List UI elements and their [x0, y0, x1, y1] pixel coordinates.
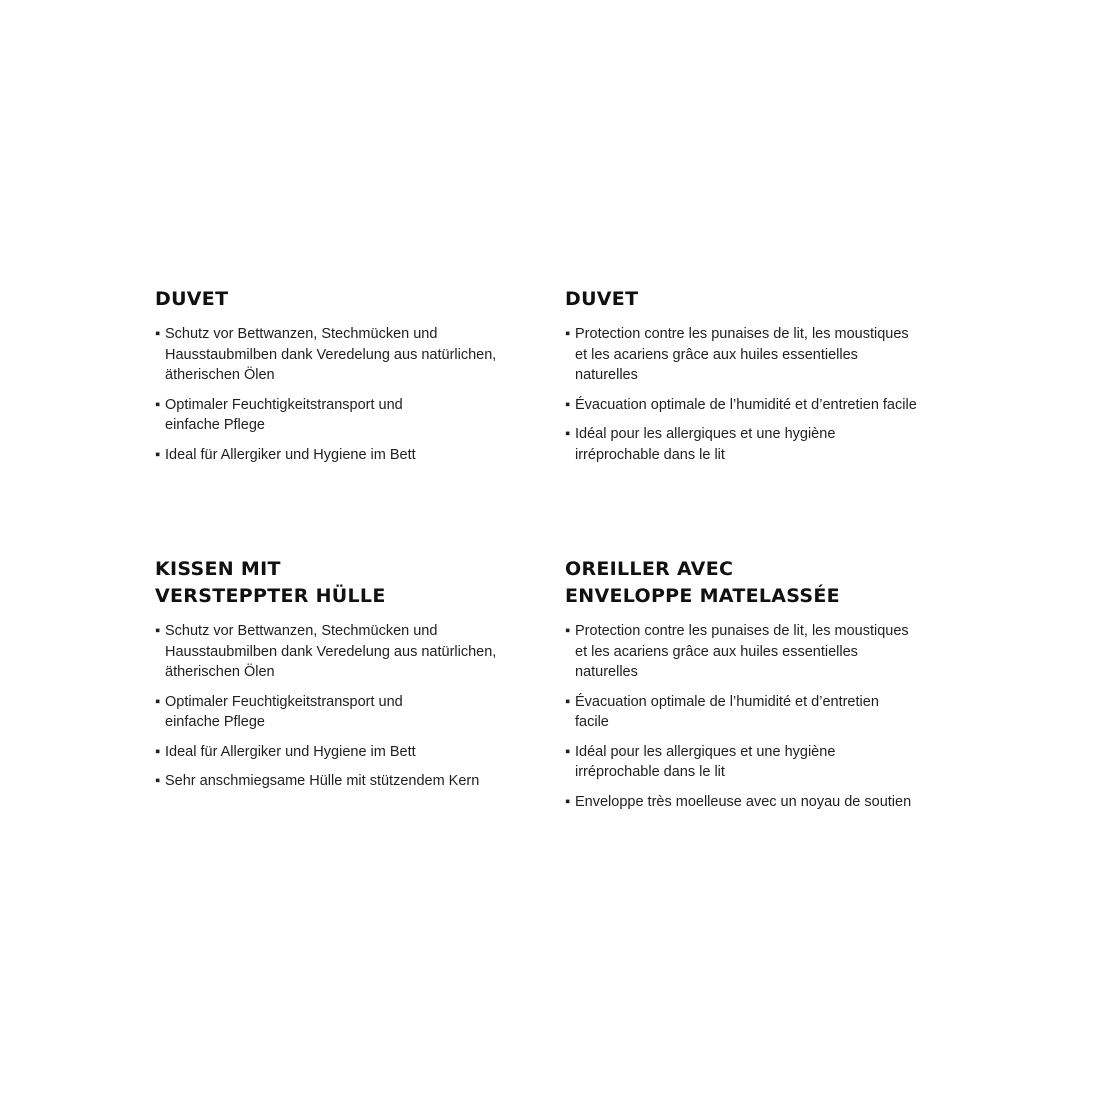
- heading-line: DUVET: [565, 288, 639, 310]
- feature-list: [565, 324, 965, 465]
- bullet-icon: ▪: [565, 326, 571, 342]
- section-duvet-de: [155, 286, 550, 474]
- bullet-icon: ▪: [155, 446, 161, 463]
- bullet-icon: ▪: [155, 693, 161, 710]
- feature-list: [565, 621, 965, 812]
- bullet-icon: ▪: [155, 396, 161, 413]
- list-item: ▪ Optimaler Feuchtigkeitstransport und einfache Pflege: [155, 693, 403, 730]
- list-item: ▪ Idéal pour les allergiques et une hygiène irréprochable dans le lit: [565, 426, 836, 463]
- section-oreiller-fr: [565, 556, 965, 821]
- list-item: ▪ Protection contre les punaises de lit, les moustiques et les acariens grâce aux huiles essentielles naturelles: [565, 623, 909, 680]
- section-heading: [155, 286, 550, 313]
- section-kissen-de: [155, 556, 550, 801]
- list-item: ▪ Optimaler Feuchtigkeitstransport und einfache Pflege: [155, 396, 403, 433]
- bullet-icon: ▪: [565, 693, 571, 710]
- bullet-icon: ▪: [565, 426, 571, 442]
- list-item: ▪ Schutz vor Bettwanzen, Stechmücken und Hausstaubmilben dank Veredelung aus natürlichen, ätherischen Ölen: [155, 623, 497, 680]
- section-heading: [565, 556, 965, 610]
- bullet-icon: ▪: [155, 623, 161, 639]
- heading-line: DUVET: [155, 288, 229, 310]
- list-item: ▪ Enveloppe très moelleuse avec un noyau de soutien: [565, 792, 965, 813]
- list-item: ▪ Évacuation optimale de l’humidité et d’entretien facile: [565, 693, 879, 730]
- list-item: ▪ Idéal pour les allergiques et une hygiène irréprochable dans le lit: [565, 743, 836, 780]
- bullet-icon: ▪: [155, 326, 161, 342]
- heading-line: KISSEN MIT: [155, 558, 281, 580]
- bullet-icon: ▪: [565, 396, 571, 413]
- list-item: ▪ Ideal für Allergiker und Hygiene im Bett: [155, 445, 550, 466]
- list-item: ▪ Protection contre les punaises de lit, les moustiques et les acariens grâce aux huiles essentielles naturelles: [565, 326, 909, 383]
- section-heading: [565, 286, 965, 313]
- bullet-icon: ▪: [565, 623, 571, 639]
- list-item: ▪ Évacuation optimale de l’humidité et d’entretien facile: [565, 395, 965, 416]
- heading-line: OREILLER AVEC: [565, 558, 734, 580]
- heading-line: ENVELOPPE MATELASSÉE: [565, 585, 840, 607]
- list-item: ▪ Sehr anschmiegsame Hülle mit stützendem Kern: [155, 771, 550, 792]
- heading-line: VERSTEPPTER HÜLLE: [155, 585, 386, 607]
- list-item: ▪ Ideal für Allergiker und Hygiene im Bett: [155, 742, 550, 763]
- bullet-icon: ▪: [155, 773, 161, 789]
- feature-list: [155, 324, 550, 465]
- section-duvet-fr: [565, 286, 965, 474]
- bullet-icon: ▪: [155, 743, 161, 760]
- section-heading: [155, 556, 550, 610]
- list-item: ▪ Schutz vor Bettwanzen, Stechmücken und Hausstaubmilben dank Veredelung aus natürlichen, ätherischen Ölen: [155, 326, 497, 383]
- feature-list: [155, 621, 550, 792]
- bullet-icon: ▪: [565, 743, 571, 760]
- bullet-icon: ▪: [565, 793, 571, 810]
